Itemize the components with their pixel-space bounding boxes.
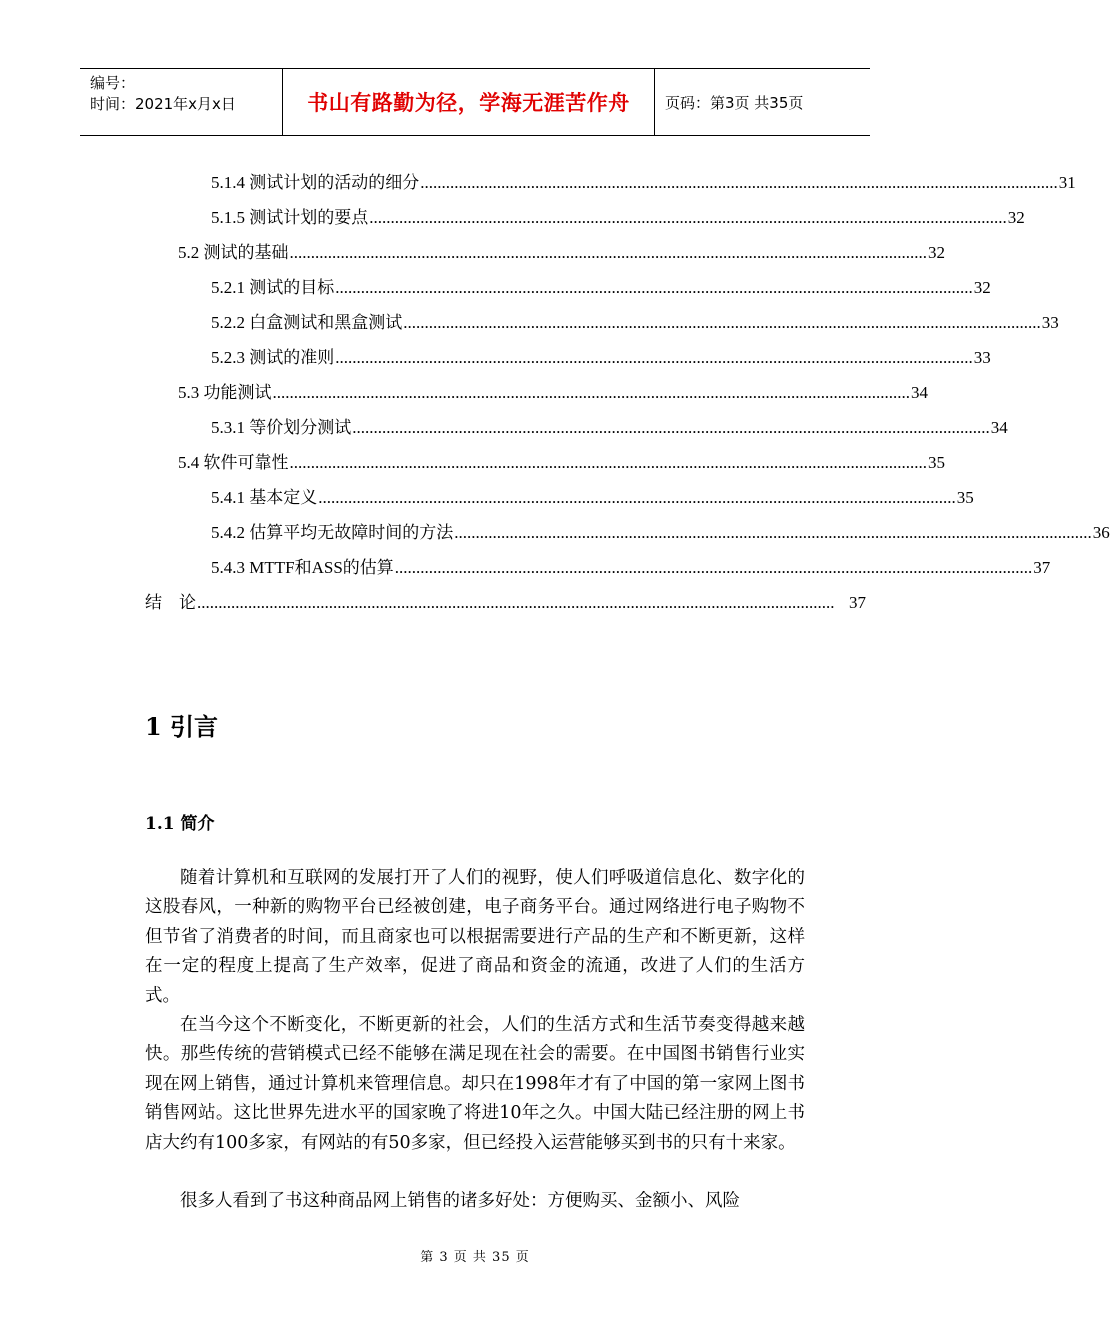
page-header <box>80 68 870 136</box>
toc-entry[interactable]: 5.2 测试的基础 ...................................................................................................................................................... 32 <box>178 243 945 262</box>
toc-entry[interactable]: 5.4.1 基本定义 ...................................................................................................................................................... 35 <box>211 488 974 507</box>
toc-entry[interactable]: 结 论 ...................................................................................................................................................... 37 <box>145 593 866 612</box>
toc-entry[interactable]: 5.2.1 测试的目标 ...................................................................................................................................................... 32 <box>211 278 991 297</box>
time-label: 时间：2021年x月x日 <box>90 95 236 113</box>
toc-entry[interactable]: 5.1.5 测试计划的要点 ...................................................................................................................................................... 32 <box>211 208 1025 227</box>
toc-entry[interactable]: 5.1.4 测试计划的活动的细分 ...................................................................................................................................................... 31 <box>211 173 1076 192</box>
paragraph: 在当今这个不断变化，不断更新的社会，人们的生活方式和生活节奏变得越来越快。那些传统的营销模式已经不能够在满足现在社会的需要。在中国图书销售行业实现在网上销售，通过计算机来管理信息。却只在1998年才有了中国的第一家网上图书销售网站。这比世界先进水平的国家晚了将进10年之久。中国大陆已经注册的网上书店大约有100多家，有网站的有50多家，但已经投入运营能够买到书的只有十来家。 <box>145 1015 805 1153</box>
header-motto-cell <box>283 69 655 135</box>
toc-entry[interactable]: 5.2.2 白盒测试和黑盒测试 ...................................................................................................................................................... 33 <box>211 313 1059 332</box>
toc-entry[interactable]: 5.4.2 估算平均无故障时间的方法 ...................................................................................................................................................... 36 <box>211 523 1110 542</box>
toc-entry[interactable]: 5.3.1 等价划分测试 ...................................................................................................................................................... 34 <box>211 418 1008 437</box>
toc-entry[interactable]: 5.4.3 MTTF和ASS的估算 ...................................................................................................................................................... 37 <box>211 558 1051 577</box>
toc-entry[interactable]: 5.3 功能测试 ...................................................................................................................................................... 34 <box>178 383 928 402</box>
number-label: 编号： <box>90 74 136 92</box>
page-footer: 第 3 页 共 35 页 <box>420 1250 530 1265</box>
subsection-heading: 1.1 简介 <box>145 814 215 834</box>
paragraph: 随着计算机和互联网的发展打开了人们的视野，使人们呼吸道信息化、数字化的这股春风，一种新的购物平台已经被创建，电子商务平台。通过网络进行电子购物不但节省了消费者的时间，而且商家也可以根据需要进行产品的生产和不断更新，这样在一定的程度上提高了生产效率，促进了商品和资金的流通，改进了人们的生活方式。 <box>145 868 805 1006</box>
header-meta <box>80 69 283 135</box>
toc-entry[interactable]: 5.4 软件可靠性 ...................................................................................................................................................... 35 <box>178 453 945 472</box>
paragraph: 很多人看到了书这种商品网上销售的诸多好处：方便购买、金额小、风险 <box>180 1191 740 1211</box>
header-motto: 书山有路勤为径，学海无涯苦作舟 <box>307 91 630 115</box>
header-page-info: 页码：第3页 共35页 <box>665 93 804 112</box>
toc-entry[interactable]: 5.2.3 测试的准则 ...................................................................................................................................................... 33 <box>211 348 991 367</box>
section-heading: 1 引言 <box>145 712 219 741</box>
